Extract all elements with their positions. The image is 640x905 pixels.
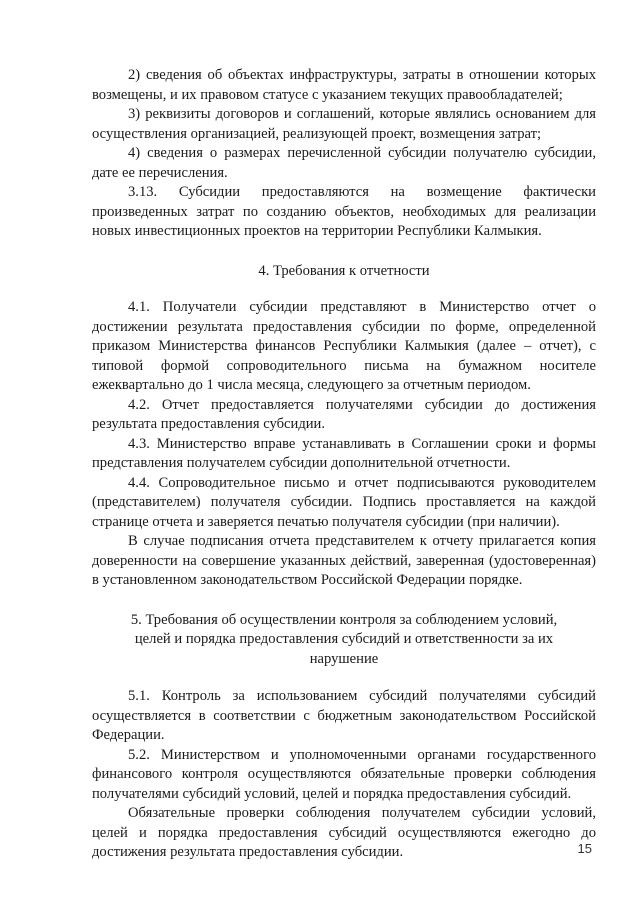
paragraph-5-2: 5.2. Министерством и уполномоченными органами государственного финансового контроля осуществляются обязательные проверки соблюдения получателями субсидий условий, целей и порядка предоставления субсидий. — [92, 746, 596, 802]
document-page — [92, 66, 596, 863]
section-5-heading-line1: 5. Требования об осуществлении контроля за соблюдением условий, — [130, 611, 558, 628]
section-4-heading: 4. Требования к отчетности — [258, 262, 430, 279]
paragraph-item-2: 2) сведения об объектах инфраструктуры, затраты в отношении которых возмещены, и их правовом статусе с указанием текущих правообладателей; — [92, 67, 596, 103]
paragraph-4-4-proxy: В случае подписания отчета представителем к отчету прилагается копия доверенности на совершение указанных действий, заверенная (удостоверенная) в установленном законодательством Российской Федерации порядке. — [92, 533, 596, 588]
paragraph-item-3: 3) реквизиты договоров и соглашений, которые являлись основанием для осуществления организацией, реализующей проект, возмещения затрат; — [92, 106, 596, 142]
paragraph-3-13: 3.13. Субсидии предоставляются на возмещение фактически произведенных затрат по созданию объектов, необходимых для реализации новых инвестиционных проектов на территории Республики Калмыкия. — [92, 184, 596, 239]
paragraph-5-1: 5.1. Контроль за использованием субсидий получателями субсидий осуществляется в соответствии с бюджетным законодательством Российской Федерации. — [92, 688, 596, 743]
paragraph-4-1: 4.1. Получатели субсидии представляют в Министерство отчет о достижении результата предоставления субсидии по форме, определенной приказом Министерства финансов Республики Калмыкия (далее – отчет), с типовой формой сопроводительного письма на бумажном носителе ежеквартально до 1 числа месяца, следующего за отчетным периодом. — [92, 299, 596, 393]
section-5-heading-line2: целей и порядка предоставления субсидий и ответственности за их — [134, 631, 554, 647]
paragraph-4-4: 4.4. Сопроводительное письмо и отчет подписываются руководителем (представителем) получателя субсидии. Подпись проставляется на каждой странице отчета и заверяется печатью получателя субсидии (при наличии). — [92, 474, 596, 530]
paragraph-4-3: 4.3. Министерство вправе устанавливать в Соглашении сроки и формы представления получателем субсидии дополнительной отчетности. — [92, 435, 596, 471]
page-number: 15 — [577, 841, 592, 856]
paragraph-item-4: 4) сведения о размерах перечисленной субсидии получателю субсидии, дате ее перечисления. — [92, 145, 596, 181]
paragraph-5-2-checks: Обязательные проверки соблюдения получателем субсидии условий, целей и порядка предоставления субсидий осуществляются ежегодно до достижения результата предоставления субсидии. — [92, 805, 596, 860]
paragraph-4-2: 4.2. Отчет предоставляется получателями субсидии до достижения результата предоставления субсидии. — [92, 396, 596, 432]
section-5-heading — [92, 611, 596, 670]
section-5-heading-line3: нарушение — [309, 650, 379, 667]
